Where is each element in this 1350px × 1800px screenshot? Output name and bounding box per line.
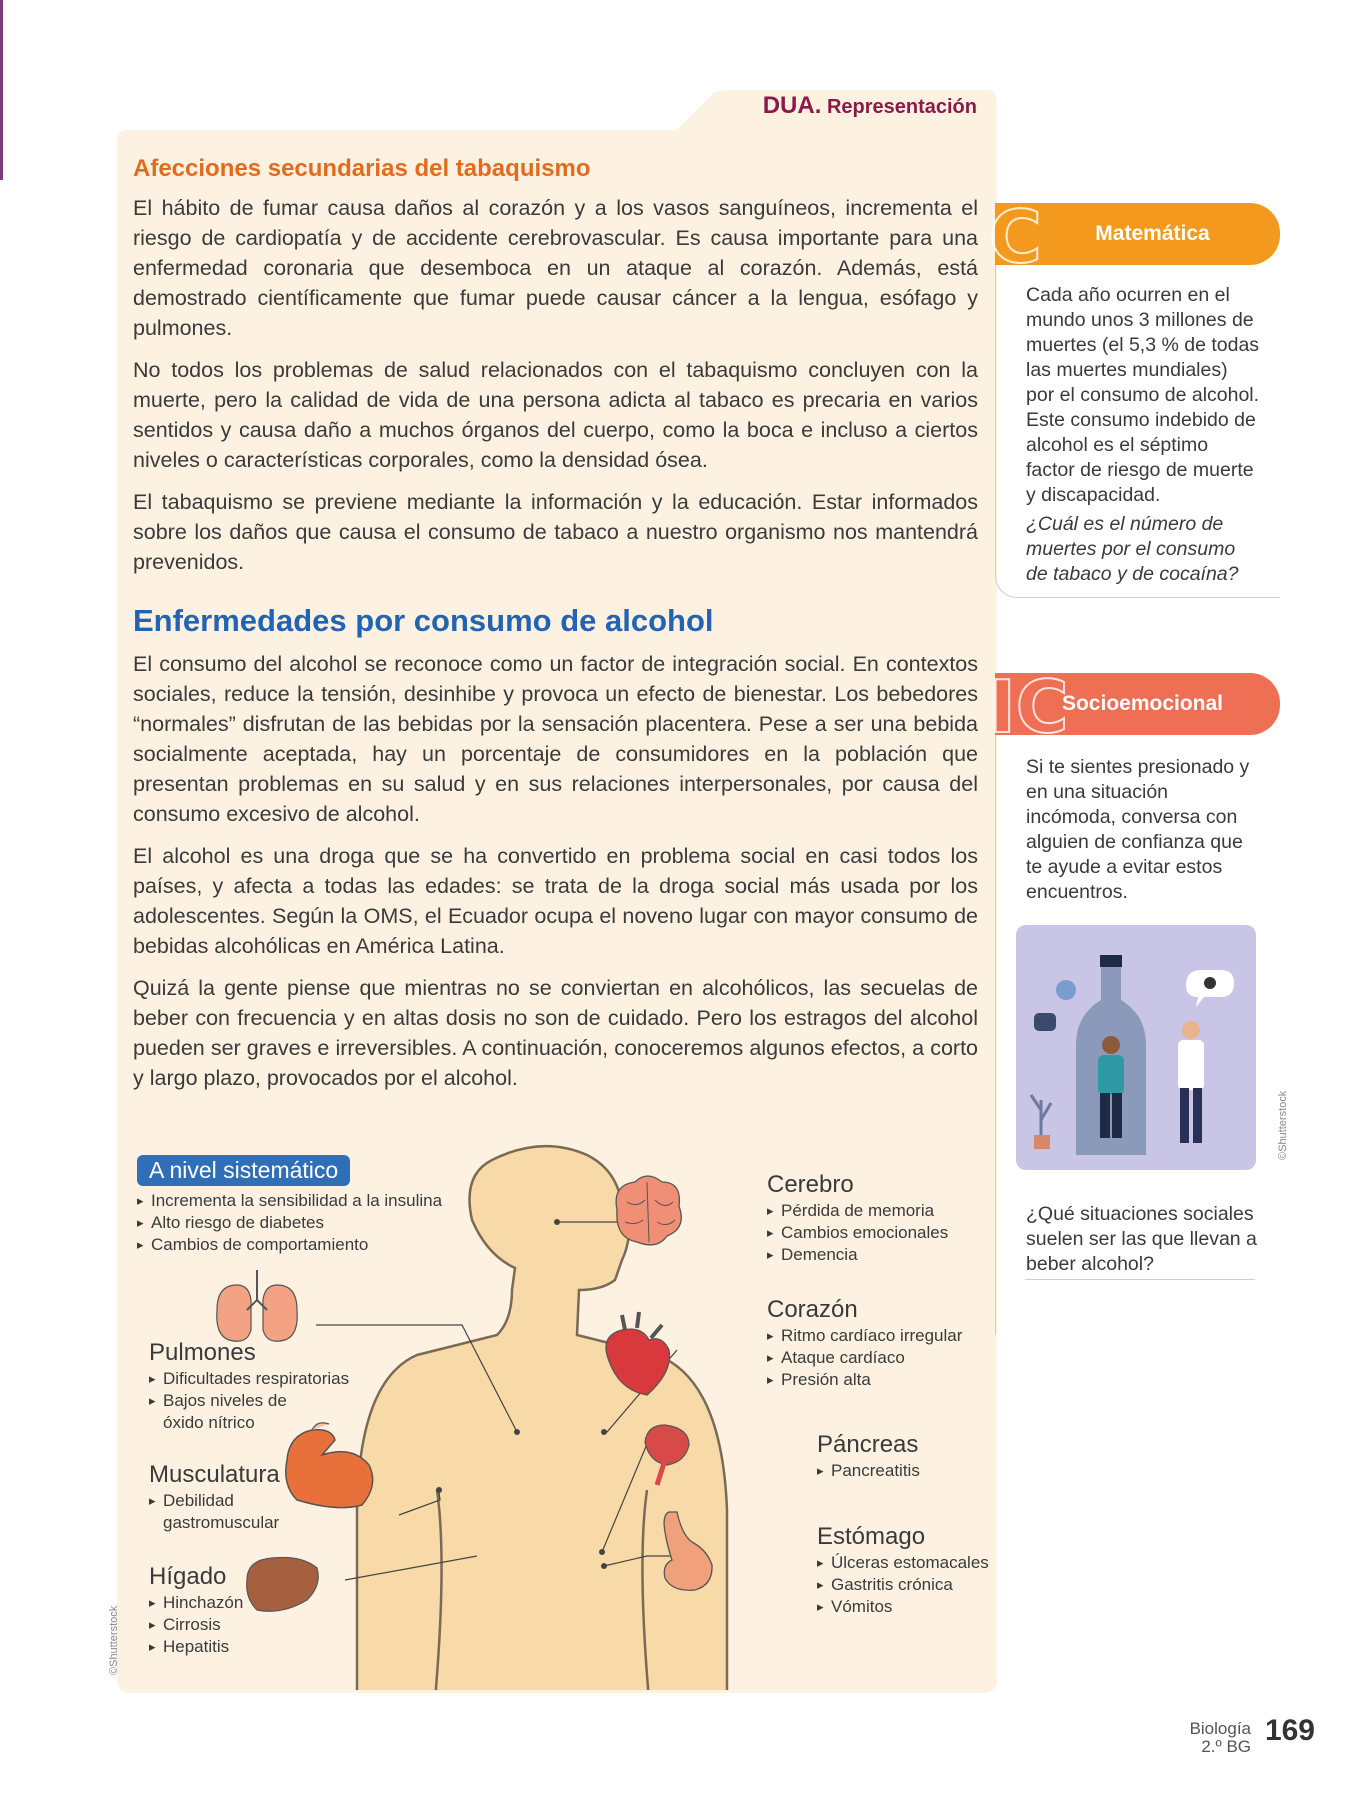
matematica-box xyxy=(989,195,1280,598)
list-item: ▸ Cambios emocionales xyxy=(767,1222,948,1244)
paragraph: El consumo del alcohol se reconoce como un factor de integración social. En contextos sociales, reduce la tensión, desinhibe y provoca un efecto de bienestar. Los bebedores “normales” disfrutan de las bebidas por la sensación placentera. Pese a ser una bebida socialmente aceptada, hay un porcentaje de consumidores en la población que presentan problemas en su salud y en sus relaciones interpersonales, por causa del consumo excesivo de alcohol. xyxy=(133,652,978,826)
list-item: ▸ Incrementa la sensibilidad a la insulina xyxy=(137,1190,442,1212)
paragraph: El tabaquismo se previene mediante la información y la educación. Estar informados sobre los daños que causa el consumo de tabaco a nuestro organismo nos mantendrá prevenidos. xyxy=(133,490,978,574)
list-item: ▸ Úlceras estomacales xyxy=(817,1552,989,1574)
list-item: ▸ Cirrosis xyxy=(149,1614,243,1636)
musculatura-label xyxy=(149,1460,280,1534)
lungs-icon xyxy=(217,1270,298,1341)
section-title-alcohol: Enfermedades por consumo de alcohol xyxy=(133,603,714,638)
sistemico-list xyxy=(137,1190,442,1256)
organ-title: Corazón xyxy=(767,1296,858,1323)
liver-icon xyxy=(247,1557,319,1611)
matematica-question: ¿Cuál es el número de muertes por el consumo de tabaco y de cocaína? xyxy=(1026,513,1239,585)
socioemocional-text: Si te sientes presionado y en una situación incómoda, conversa con alguien de confianza que te ayude a evitar estos encuentros. xyxy=(1026,756,1250,903)
list-item: ▸ Demencia xyxy=(767,1244,948,1266)
list-item: ▸ Presión alta xyxy=(767,1369,962,1391)
list-item: ▸ Bajos niveles de óxido nítrico xyxy=(149,1390,299,1434)
footer-subject xyxy=(1190,1720,1251,1756)
sistemico-badge: A nivel sistemático xyxy=(137,1155,350,1186)
list-item: ▸ Hepatitis xyxy=(149,1636,243,1658)
image-credit: ©Shutterstock xyxy=(108,1605,120,1675)
list-item: ▸ Gastritis crónica xyxy=(817,1574,989,1596)
matematica-header xyxy=(989,195,1280,279)
pancreas-label xyxy=(817,1430,920,1482)
socioemocional-box xyxy=(989,665,1280,1335)
page-number: 169 xyxy=(1264,1714,1315,1747)
list-item: ▸ Ritmo cardíaco irregular xyxy=(767,1325,962,1347)
paragraph: El hábito de fumar causa daños al corazón y a los vasos sanguíneos, incrementa el riesgo de cardiopatía y de accidente cerebrovascular. Es causa importante para una enfermedad coronaria que desemboca en un ataque al corazón. Además, está demostrado científicamente que fumar puede causar cáncer a la lengua, esófago y pulmones. xyxy=(133,196,978,340)
matematica-letter-icon: C xyxy=(989,195,1042,279)
organ-title: Musculatura xyxy=(149,1461,280,1488)
paragraph: Quizá la gente piense que mientras no se conviertan en alcohólicos, las secuelas de beber con frecuencia y en altas dosis no son de cuidado. Pero los estragos del alcohol pueden ser graves e irreversibles. A continuación, conoceremos algunos efectos, a corto y largo plazo, provocados por el alcohol. xyxy=(133,976,978,1090)
paragraph: No todos los problemas de salud relacionados con el tabaquismo concluyen con la muerte, pero la calidad de vida de una persona adicta al tabaco es precaria en varios sentidos y causa daño a muchos órganos del cuerpo, como la boca e incluso a ciertos niveles o características corporales, como la densidad ósea. xyxy=(133,358,978,472)
corazon-label xyxy=(767,1295,962,1391)
sidebar-divider xyxy=(1025,1279,1255,1280)
organ-title: Hígado xyxy=(149,1563,227,1590)
muscle-arm-icon xyxy=(286,1423,373,1508)
socioemocional-header xyxy=(989,665,1280,749)
organ-title: Páncreas xyxy=(817,1431,919,1458)
image-credit: ©Shutterstock xyxy=(1277,1090,1289,1160)
main-content xyxy=(133,155,978,1105)
page-edge-rule xyxy=(0,0,3,180)
pulmones-label xyxy=(149,1338,349,1434)
list-item: ▸ Alto riesgo de diabetes xyxy=(137,1212,442,1234)
list-item: ▸ Vómitos xyxy=(817,1596,989,1618)
grade: 2.º BG xyxy=(1201,1737,1251,1756)
socioemocional-body xyxy=(995,735,1280,1335)
cerebro-label xyxy=(767,1170,948,1266)
socioemocional-question: ¿Qué situaciones sociales suelen ser las que llevan a beber alcohol? xyxy=(1026,1203,1257,1275)
matematica-text: Cada año ocurren en el mundo unos 3 millones de muertes (el 5,3 % de todas las muertes mundiales) por el consumo de alcohol. Este consumo indebido de alcohol es el séptimo factor de riesgo de muerte y discapacidad. xyxy=(1026,284,1260,506)
higado-label xyxy=(149,1562,243,1658)
list-item: ▸ Pérdida de memoria xyxy=(767,1200,948,1222)
estomago-label xyxy=(817,1522,989,1618)
socioemocional-letter-icon: IC xyxy=(989,665,1069,749)
organ-title: Cerebro xyxy=(767,1171,854,1198)
subject-name: Biología xyxy=(1189,1719,1251,1738)
list-item: ▸ Ataque cardíaco xyxy=(767,1347,962,1369)
list-item: ▸ Cambios de comportamiento xyxy=(137,1234,442,1256)
alcohol-effects-infographic xyxy=(117,1140,997,1690)
paragraph: El alcohol es una droga que se ha convertido en problema social en casi todos los países, y afecta a todas las edades: se trata de la droga social más usada por los adolescentes. Según la OMS, el Ecuador ocupa el noveno lugar con mayor consumo de bebidas alcohólicas en América Latina. xyxy=(133,844,978,958)
list-item: ▸ Pancreatitis xyxy=(817,1460,920,1482)
list-item: ▸ Debilidad gastromuscular xyxy=(149,1490,279,1534)
doctor-bottle-illustration xyxy=(1016,925,1256,1170)
socioemocional-title: Socioemocional xyxy=(1061,692,1224,715)
section-title-tabaquismo: Afecciones secundarias del tabaquismo xyxy=(133,155,591,182)
list-item: ▸ Hinchazón xyxy=(149,1592,243,1614)
brain-icon xyxy=(616,1176,681,1245)
matematica-title: Matemática xyxy=(1095,222,1210,245)
matematica-body xyxy=(995,265,1280,598)
dua-label: DUA. Representación xyxy=(762,92,977,119)
organ-title: Pulmones xyxy=(149,1339,256,1366)
organ-title: Estómago xyxy=(817,1523,926,1550)
list-item: ▸ Dificultades respiratorias xyxy=(149,1368,349,1390)
